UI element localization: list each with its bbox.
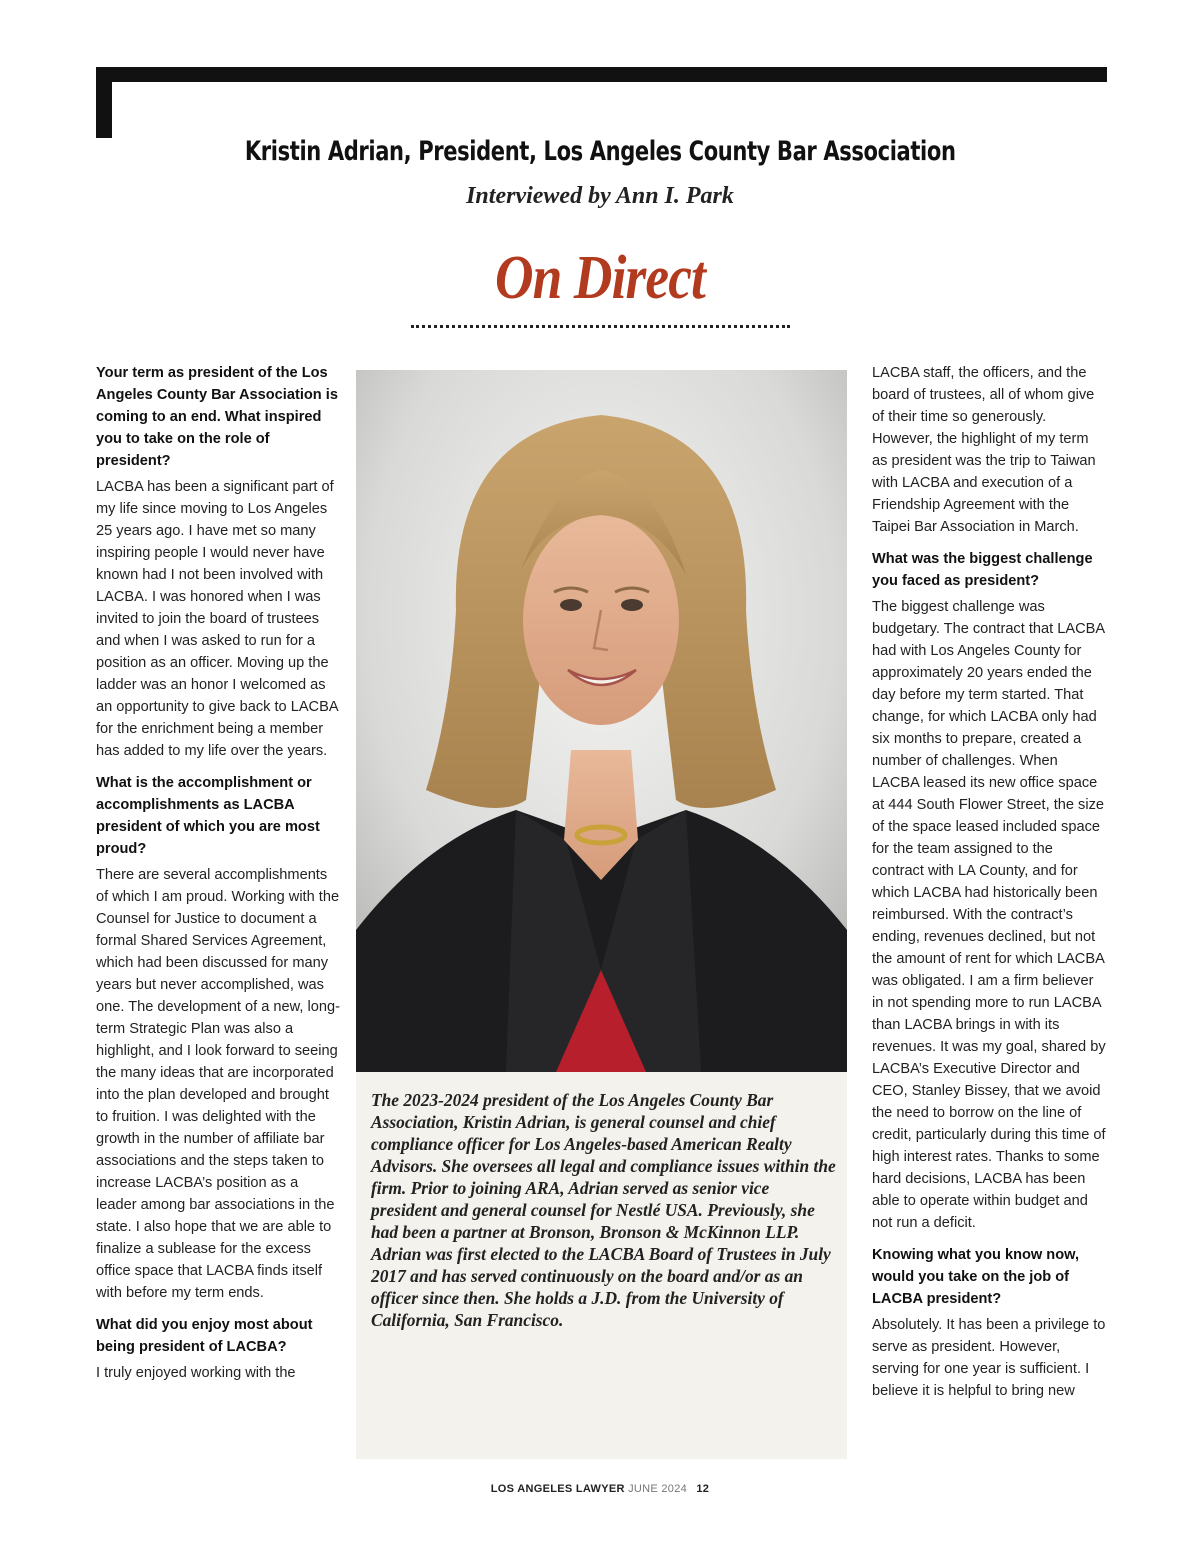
page-footer (0, 1483, 1200, 1495)
interview-question: Knowing what you know now, would you take on the job of LACBA president? (872, 1247, 1079, 1307)
column-title: On Direct (495, 244, 705, 312)
left-text-column (96, 362, 342, 1394)
photo-caption: The 2023-2024 president of the Los Angeles County Bar Association, Kristin Adrian, is general counsel and chief compliance officer for Los Angeles-based American Realty Advisors. She oversees all legal and compliance issues within the firm. Prior to joining ARA, Adrian served as senior vice president and general counsel for Nestlé USA. Previously, she had been a partner at Bronson, Bronson & McKinnon LLP. Adrian was first elected to the LACBA Board of Trustees in July 2017 and has served continuously on the board and/or as an officer since then. She holds a J.D. from the University of California, San Francisco. (371, 1090, 836, 1330)
interview-answer: Absolutely. It has been a privilege to serve as president. However, serving for one year is sufficient. I believe it is helpful to bring new (872, 1317, 1106, 1399)
interview-question: What is the accomplishment or accomplishments as LACBA president of which you are most proud? (96, 775, 320, 857)
interview-answer: There are several accomplishments of which I am proud. Working with the Counsel for Justice to document a formal Shared Services Agreement, which had been discussed for many years but never accomplished, was one. The development of a new, long-term Strategic Plan was also a highlight, and I look forward to seeing the many ideas that are incorporated into the plan developed and brought to fruition. I was delighted with the growth in the number of affiliate bar associations and the steps taken to increase LACBA’s position as a leader among bar associations in the state. I also hope that we are able to finalize a sublease for the excess office space that LACBA finds itself with before my term ends. (96, 867, 340, 1301)
interview-question: Your term as president of the Los Angeles County Bar Association is coming to an end. What inspired you to take on the role of president? (96, 365, 338, 469)
magazine-name: LOS ANGELES LAWYER (490, 1483, 625, 1495)
interview-answer: LACBA has been a significant part of my life since moving to Los Angeles 25 years ago. I have met so many inspiring people I would never have known had I not been involved with LACBA. I was honored when I was invited to join the board of trustees and when I was asked to run for a position as an officer. Moving up the ladder was an honor I welcomed as an opportunity to give back to LACBA for the enrichment being a member has added to my life over the years. (96, 479, 338, 759)
dotted-divider (411, 325, 790, 328)
page-number: 12 (696, 1483, 710, 1495)
interview-question: What did you enjoy most about being president of LACBA? (96, 1317, 313, 1355)
right-text-column (872, 362, 1108, 1412)
portrait-illustration (356, 370, 847, 1072)
article-byline: Interviewed by Ann I. Park (466, 183, 734, 209)
portrait-photo (356, 370, 847, 1072)
interview-question: What was the biggest challenge you faced as president? (872, 551, 1093, 589)
interview-answer: LACBA staff, the officers, and the board of trustees, all of whom give of their time so generously. However, the highlight of my term as president was the trip to Taiwan with LACBA and execution of a Friendship Agreement with the Taipei Bar Association in March. (872, 365, 1096, 535)
interview-answer: I truly enjoyed working with the (96, 1365, 296, 1381)
header-rule-left (96, 67, 112, 138)
article-headline: Kristin Adrian, President, Los Angeles County Bar Association (244, 136, 956, 167)
issue-date: JUNE 2024 (628, 1483, 688, 1495)
header-rule-top (96, 67, 1107, 82)
interview-answer: The biggest challenge was budgetary. The contract that LACBA had with Los Angeles County for approximately 20 years ended the day before my term started. That change, for which LACBA only had six months to prepare, created a number of challenges. When LACBA leased its new office space at 444 South Flower Street, the size of the space leased included space for the team assigned to the contract with LA County, and for which LACBA had historically been reimbursed. With the contract’s ending, revenues declined, but not the amount of rent for which LACBA was obligated. I am a firm believer in not spending more to run LACBA than LACBA brings in with its revenues. It was my goal, shared by LACBA’s Executive Director and CEO, Stanley Bissey, that we avoid the need to borrow on the line of credit, particularly during this time of high interest rates. Thanks to some hard decisions, LACBA has been able to operate within budget and not run a deficit. (872, 599, 1106, 1231)
